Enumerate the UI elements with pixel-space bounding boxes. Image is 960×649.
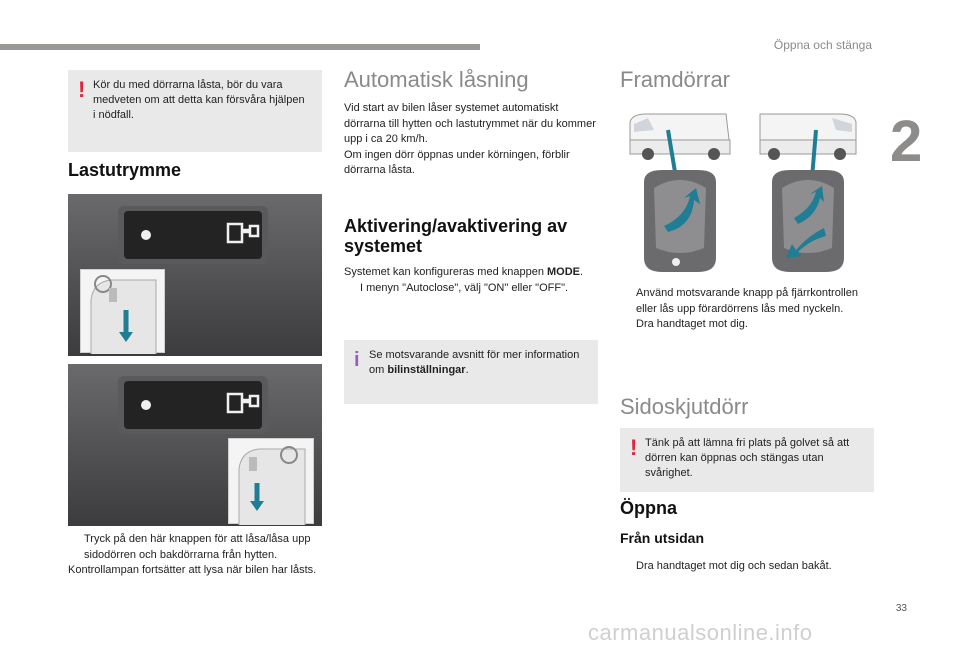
info-text-pre: Se motsvarande avsnitt för mer information om xyxy=(369,349,580,376)
warning-icon: ! xyxy=(630,435,638,460)
activation-bullet: I menyn "Autoclose", välj "ON" eller "OFF". xyxy=(360,281,569,294)
lastutrymme-note: Kontrollampan fortsätter att lysa när bilen har låsts. xyxy=(68,564,317,576)
activation-text-pre: Systemet kan konfigureras med knappen xyxy=(344,266,548,278)
photo-lock-button-2 xyxy=(68,364,322,526)
info-text-post: . xyxy=(465,364,469,376)
heading-automatisk-lasning: Automatisk låsning xyxy=(344,67,529,92)
bullet-item xyxy=(620,559,876,575)
heading-lastutrymme: Lastutrymme xyxy=(68,160,182,180)
subheading-fran-utsidan: Från utsidan xyxy=(620,530,705,546)
oppna-text xyxy=(620,559,876,575)
van-handle-svg xyxy=(626,108,862,274)
auto-lock-text-2: Om ingen dörr öppnas under körningen, förblir dörrarna låsta. xyxy=(344,148,570,176)
heading-sidoskjutdorr: Sidoskjutdörr xyxy=(620,394,749,419)
page-number: 33 xyxy=(895,603,907,614)
photo-lock-button-1 xyxy=(68,194,322,356)
mode-label: MODE xyxy=(547,266,581,278)
top-rule xyxy=(0,44,480,50)
oppna-bullet: Dra handtaget mot dig och sedan bakåt. xyxy=(636,560,832,572)
info-text xyxy=(369,348,586,378)
framdorrar-bullet-2: Dra handtaget mot dig. xyxy=(636,318,748,330)
sidoskjutdorr-warning-text: Tänk på att lämna fri plats på golvet så att dörren kan öppnas och stängas utan svårighet. xyxy=(645,437,850,479)
watermark: carmanualsonline.info xyxy=(588,620,813,645)
inset-door-illustration-1 xyxy=(80,269,165,353)
activation-text-post: . xyxy=(580,266,584,278)
warning-text: Kör du med dörrarna låsta, bör du vara medveten om att detta kan försvåra hjälpen i nödfall. xyxy=(93,79,305,121)
bullet-item xyxy=(620,317,876,333)
bullet-item xyxy=(344,281,598,297)
warning-box-sidoskjutdorr xyxy=(620,428,874,492)
info-box xyxy=(344,340,598,404)
bullet-item xyxy=(620,286,876,317)
door-arrow-icon xyxy=(81,270,166,354)
chapter-number: 2 xyxy=(890,109,923,174)
framdorrar-text xyxy=(620,286,876,333)
heading-aktivering: Aktivering/avaktivering av systemet xyxy=(344,216,568,256)
activation-text xyxy=(344,265,598,296)
info-text-bold: bilinställningar xyxy=(387,364,466,376)
bullet-item xyxy=(68,532,328,563)
lastutrymme-bullet: Tryck på den här knappen för att låsa/låsa upp sidodörren och bakdörrarna från hytten. xyxy=(84,533,311,561)
van-handle-illustration xyxy=(626,108,862,274)
section-header-title: Öppna och stänga xyxy=(773,38,872,52)
auto-lock-text xyxy=(344,101,598,179)
inset-door-illustration-2 xyxy=(228,438,314,524)
lastutrymme-text xyxy=(68,532,328,579)
info-icon: i xyxy=(354,349,360,371)
heading-oppna: Öppna xyxy=(620,498,677,518)
framdorrar-bullet-1: Använd motsvarande knapp på fjärrkontrollen eller lås upp förardörrens lås med nyckeln. xyxy=(636,287,858,315)
warning-icon: ! xyxy=(78,77,86,102)
door-arrow-icon-2 xyxy=(229,439,315,525)
auto-lock-text-1: Vid start av bilen låser systemet automatiskt dörrarna till hytten och lastutrymmet när du kommer upp i ca 20 km/h. xyxy=(344,102,596,145)
heading-framdorrar: Framdörrar xyxy=(620,67,731,92)
warning-box-top xyxy=(68,70,322,152)
activation-line xyxy=(344,265,598,281)
